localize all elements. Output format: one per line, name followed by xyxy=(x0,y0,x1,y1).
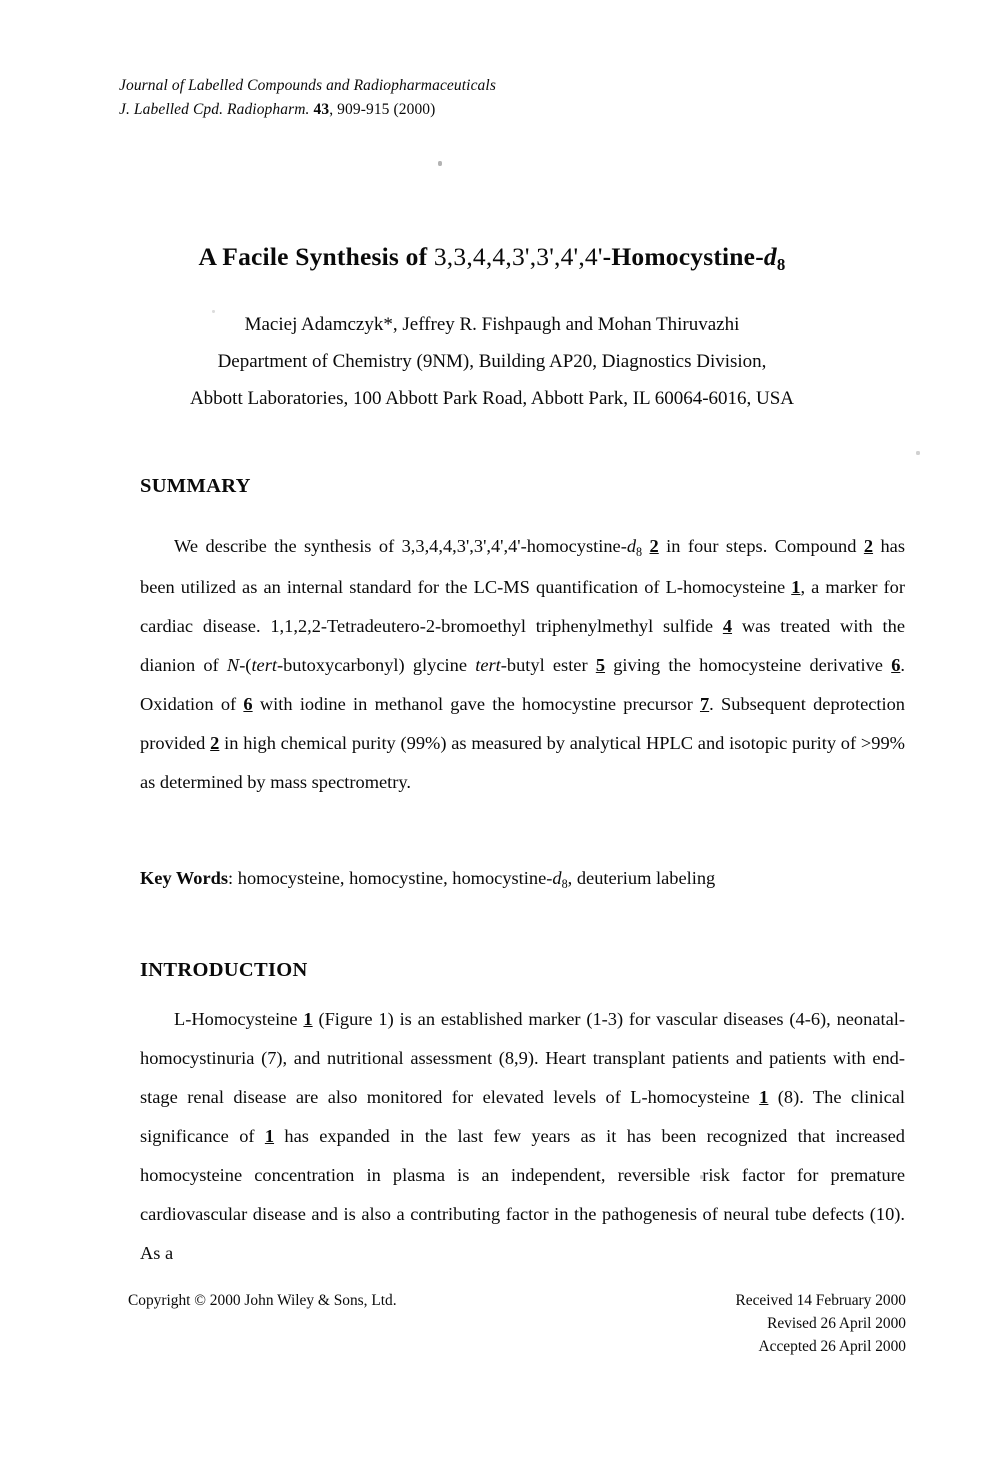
introduction-paragraph xyxy=(140,1000,905,1273)
author-block xyxy=(0,306,984,417)
compound-ref-4: 4 xyxy=(722,616,733,636)
section-heading-summary: SUMMARY xyxy=(140,475,251,497)
compound-ref-6: 6 xyxy=(243,694,253,714)
compound-ref-5: 5 xyxy=(595,655,606,675)
summary-text xyxy=(140,527,905,802)
journal-name: Journal of Labelled Compounds and Radiopharmaceuticals xyxy=(119,77,496,94)
volume-number: 43 xyxy=(313,101,330,118)
summary-seg-3: has been utilized as an internal standard for the LC-MS quantification of L-homocysteine xyxy=(140,536,905,597)
summary-seg-8: -butyl ester xyxy=(500,655,596,675)
section-heading-introduction: INTRODUCTION xyxy=(140,959,308,981)
compound-ref-2: 2 xyxy=(863,536,874,556)
summary-n-italic: N xyxy=(226,655,240,675)
compound-ref-2: 2 xyxy=(649,536,659,556)
summary-seg-6: -( xyxy=(239,655,252,675)
intro-seg-1: L-Homocysteine xyxy=(174,1009,304,1029)
received-date: Received 14 February 2000 xyxy=(735,1292,906,1309)
summary-seg-12: . Subsequent deprotection provided xyxy=(140,694,906,753)
summary-seg-10: . Oxidation of xyxy=(140,655,905,714)
keywords-seg-1: : homocysteine, homocystine, homocystine- xyxy=(228,868,553,888)
title-compound: -Homocystine- xyxy=(602,242,764,272)
copyright-notice: Copyright © 2000 John Wiley & Sons, Ltd. xyxy=(128,1292,397,1309)
summary-seg-7: -butoxycarbonyl) glycine xyxy=(276,655,476,675)
title-locants: 3,3,4,4,3',3',4',4' xyxy=(433,242,603,272)
journal-citation xyxy=(119,98,819,122)
affiliation-line-1: Department of Chemistry (9NM), Building AP20, Diagnostics Division, xyxy=(217,351,767,372)
intro-seg-3: (8). The clinical significance of xyxy=(140,1087,906,1146)
introduction-text xyxy=(140,1000,905,1273)
summary-tert-1: tert xyxy=(251,655,277,675)
page-title xyxy=(0,242,984,275)
summary-isotope-symbol: d xyxy=(626,536,637,556)
summary-seg-13: in high chemical purity (99%) as measured by analytical HPLC and isotopic purity of >99% as determined by mass spectrometry. xyxy=(140,733,905,792)
intro-seg-4: has expanded in the last few years as it has been recognized that increased homocysteine concentration in plasma is an independent, reversible risk factor for premature cardiovascular disease and is also a contributing factor in the pathogenesis of neural tube defects (10). As a xyxy=(140,1126,905,1263)
summary-seg-9: giving the homocysteine derivative xyxy=(605,655,892,675)
compound-ref-1: 1 xyxy=(759,1087,769,1107)
summary-tert-2: tert xyxy=(475,655,501,675)
title-isotope-symbol: d xyxy=(763,242,777,272)
journal-masthead xyxy=(119,74,819,122)
keywords-label: Key Words xyxy=(140,868,229,888)
title-lead: A Facile Synthesis of xyxy=(198,242,434,272)
compound-ref-7: 7 xyxy=(699,694,710,714)
affiliation-line-2: Abbott Laboratories, 100 Abbott Park Road, Abbott Park, IL 60064-6016, USA xyxy=(189,388,795,409)
author-names: Maciej Adamczyk*, Jeffrey R. Fishpaugh and Mohan Thiruvazhi xyxy=(244,314,740,335)
revised-date: Revised 26 April 2000 xyxy=(767,1315,906,1332)
summary-isotope-count: 8 xyxy=(636,544,643,559)
scan-speck xyxy=(438,161,442,166)
keywords-isotope-symbol: d xyxy=(552,868,562,888)
compound-ref-6: 6 xyxy=(891,655,901,675)
journal-abbreviation: J. Labelled Cpd. Radiopharm. xyxy=(119,101,310,118)
accepted-date: Accepted 26 April 2000 xyxy=(758,1338,906,1355)
keywords-line xyxy=(140,862,905,896)
submission-dates xyxy=(735,1289,906,1358)
summary-seg-2: in four steps. Compound xyxy=(658,536,864,556)
compound-ref-1: 1 xyxy=(303,1009,313,1029)
title-isotope-count: 8 xyxy=(776,255,786,275)
summary-paragraph xyxy=(140,527,905,802)
summary-seg-5: was treated with the dianion of xyxy=(140,616,905,675)
pages-year: , 909-915 (2000) xyxy=(329,101,436,118)
keywords-isotope-count: 8 xyxy=(561,876,568,891)
compound-ref-2: 2 xyxy=(210,733,220,753)
summary-seg-11: with iodine in methanol gave the homocystine precursor xyxy=(252,694,700,714)
scan-speck xyxy=(916,451,920,455)
keywords-seg-2: , deuterium labeling xyxy=(567,868,716,888)
compound-ref-1: 1 xyxy=(264,1126,275,1146)
summary-seg-1: We describe the synthesis of 3,3,4,4,3',3',4',4'-homocystine- xyxy=(174,536,627,556)
intro-seg-2: (Figure 1) is an established marker (1-3) for vascular diseases (4-6), neonatal-homocystinuria (7), and nutritional assessment (8,9). Heart transplant patients and patients with end-stage renal disease are also monitored for elevated levels of L-homocysteine xyxy=(140,1009,905,1107)
compound-ref-1: 1 xyxy=(791,577,801,597)
summary-seg-4: , a marker for cardiac disease. 1,1,2,2-Tetradeutero-2-bromoethyl triphenylmethyl sulfide xyxy=(140,577,905,636)
